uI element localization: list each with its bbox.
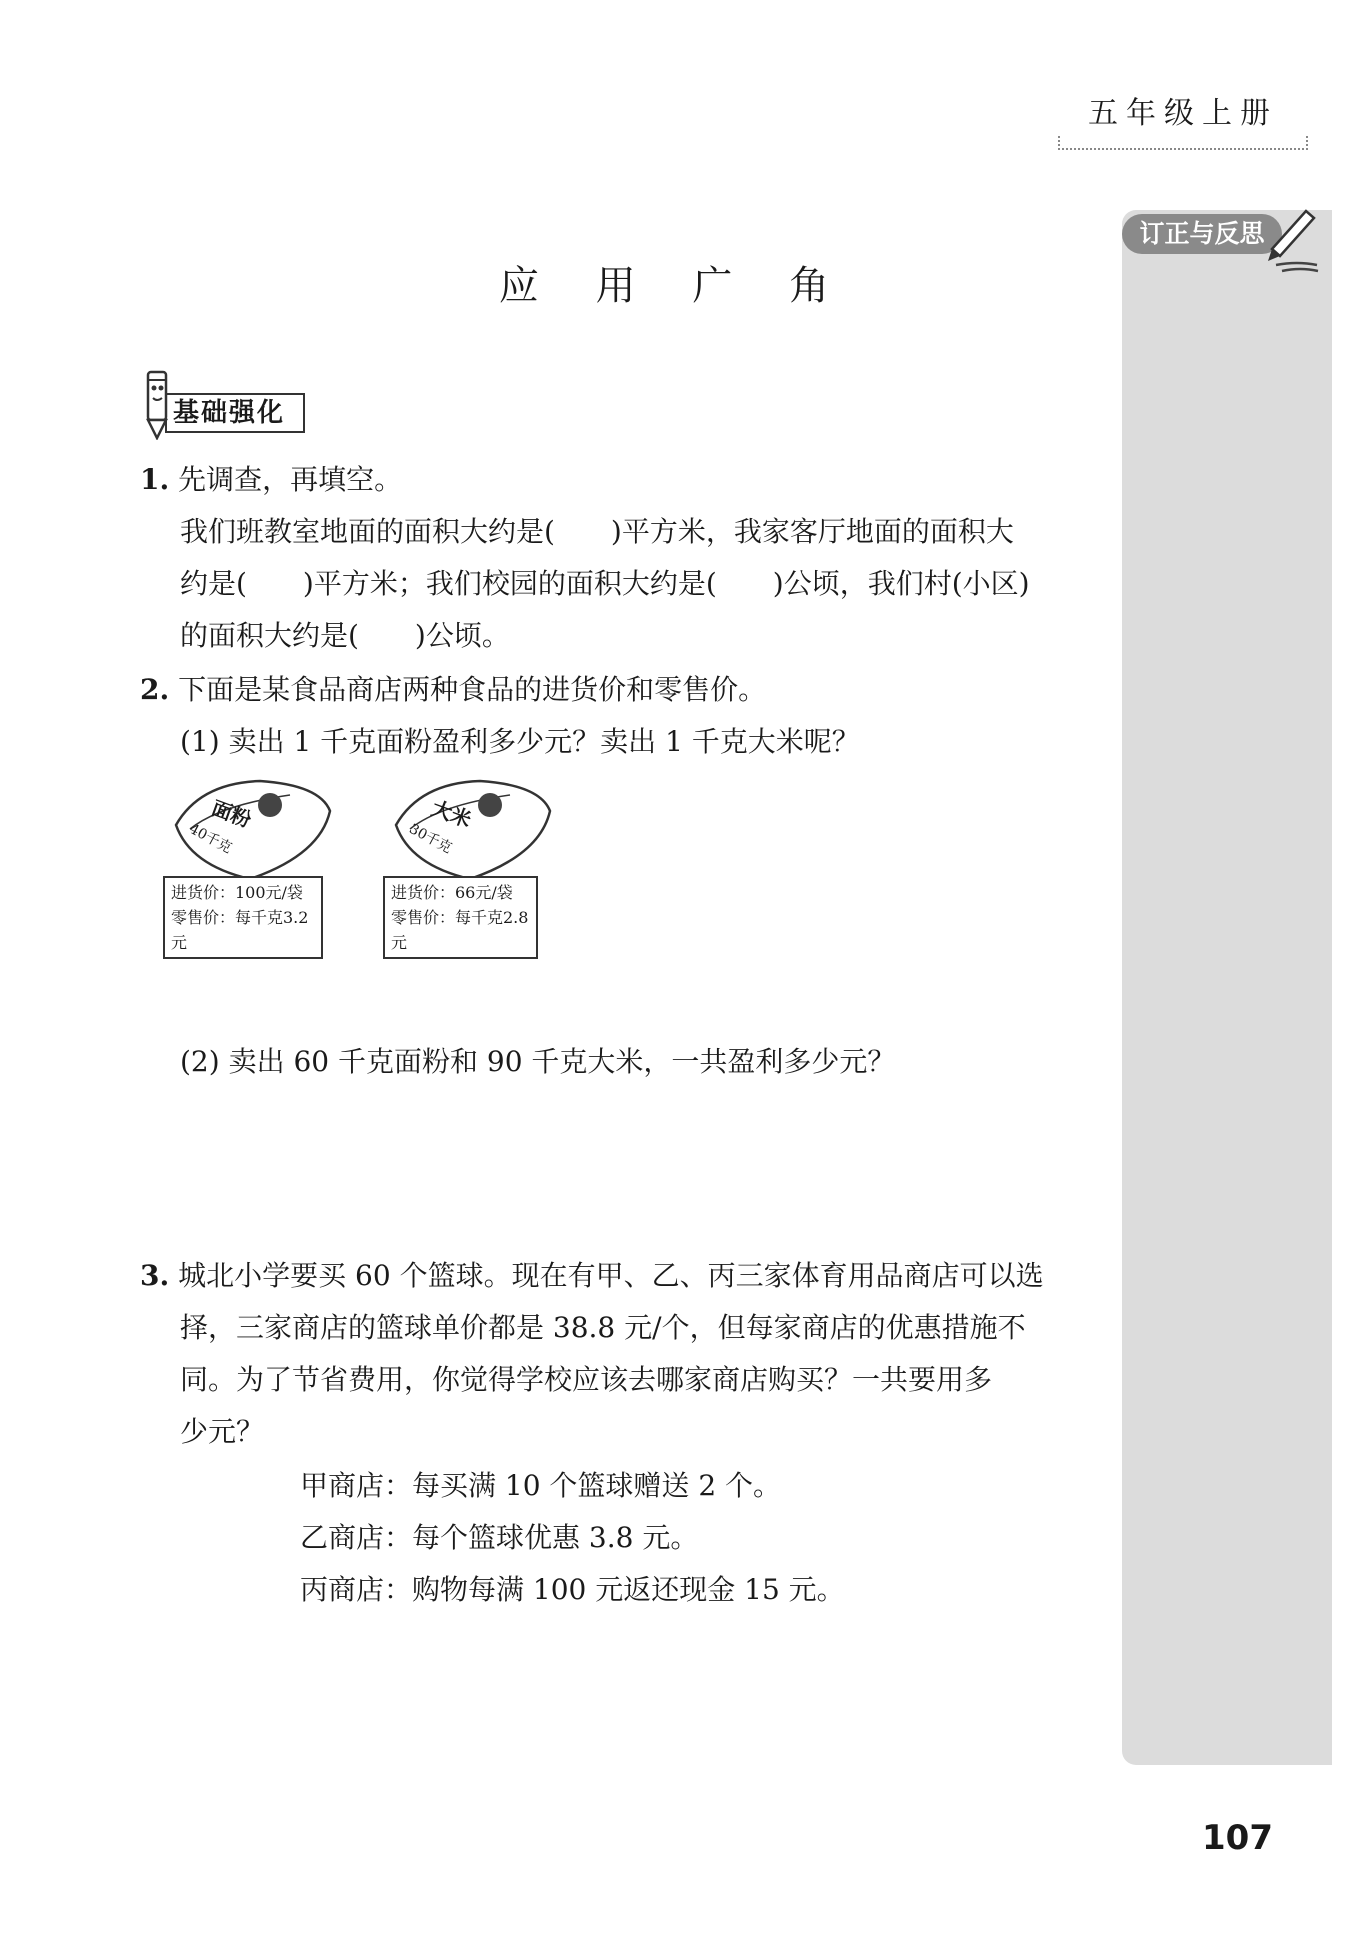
sidebar-tab: 订正与反思 <box>1122 214 1282 254</box>
question-prompt: 下面是某食品商店两种食品的进货价和零售价。 <box>178 673 767 706</box>
question-1 <box>140 454 402 506</box>
flour-price: 零售价：每千克3.2元 <box>171 908 309 952</box>
grade-label: 五年级上册 <box>1058 94 1308 134</box>
rice-bag-weight: 30千克 <box>406 821 455 857</box>
q3-line: 择，三家商店的篮球单价都是 38.8 元/个，但每家商店的优惠措施不 <box>180 1311 1026 1344</box>
question-3 <box>140 1250 1044 1302</box>
question-prompt: 先调查，再填空。 <box>178 463 403 496</box>
q1-line: 约是( )平方米；我们校园的面积大约是( )公顷，我们村(小区) <box>180 567 1030 600</box>
question-number: 2. <box>140 673 170 706</box>
rice-cost: 进货价：66元/袋 <box>391 883 513 902</box>
flour-price-sign <box>163 876 323 959</box>
question-2 <box>140 664 766 716</box>
q3-line: 城北小学要买 60 个篮球。现在有甲、乙、丙三家体育用品商店可以选 <box>178 1259 1044 1292</box>
flour-bag-name: 面粉 <box>208 795 255 833</box>
shop-a-offer: 甲商店：每买满 10 个篮球赠送 2 个。 <box>300 1469 782 1502</box>
q2-sub2: (2) 卖出 60 千克面粉和 90 千克大米，一共盈利多少元？ <box>180 1045 896 1078</box>
q3-line: 同。为了节省费用，你觉得学校应该去哪家商店购买？一共要用多 <box>180 1363 993 1396</box>
flour-cost: 进货价：100元/袋 <box>171 883 303 902</box>
flour-bag-weight: 40千克 <box>186 821 235 857</box>
shop-c-offer: 丙商店：购物每满 100 元返还现金 15 元。 <box>300 1573 845 1606</box>
question-number: 3. <box>140 1259 170 1292</box>
q3-line: 少元？ <box>180 1415 265 1448</box>
rice-price: 零售价：每千克2.8元 <box>391 908 529 952</box>
page-title: 应 用 广 角 <box>498 263 852 309</box>
q2-sub1: (1) 卖出 1 千克面粉盈利多少元？卖出 1 千克大米呢？ <box>180 725 860 758</box>
rice-price-sign <box>383 876 538 959</box>
shop-b-offer: 乙商店：每个篮球优惠 3.8 元。 <box>300 1521 699 1554</box>
rice-bag-name: 大米 <box>428 795 475 833</box>
correction-sidebar <box>1122 210 1332 1765</box>
section-tag: 基础强化 <box>165 393 305 433</box>
page-number: 107 <box>1202 1818 1273 1858</box>
question-number: 1. <box>140 463 170 496</box>
q1-line: 的面积大约是( )公顷。 <box>180 619 510 652</box>
q1-line: 我们班教室地面的面积大约是( )平方米，我家客厅地面的面积大 <box>180 515 1014 548</box>
